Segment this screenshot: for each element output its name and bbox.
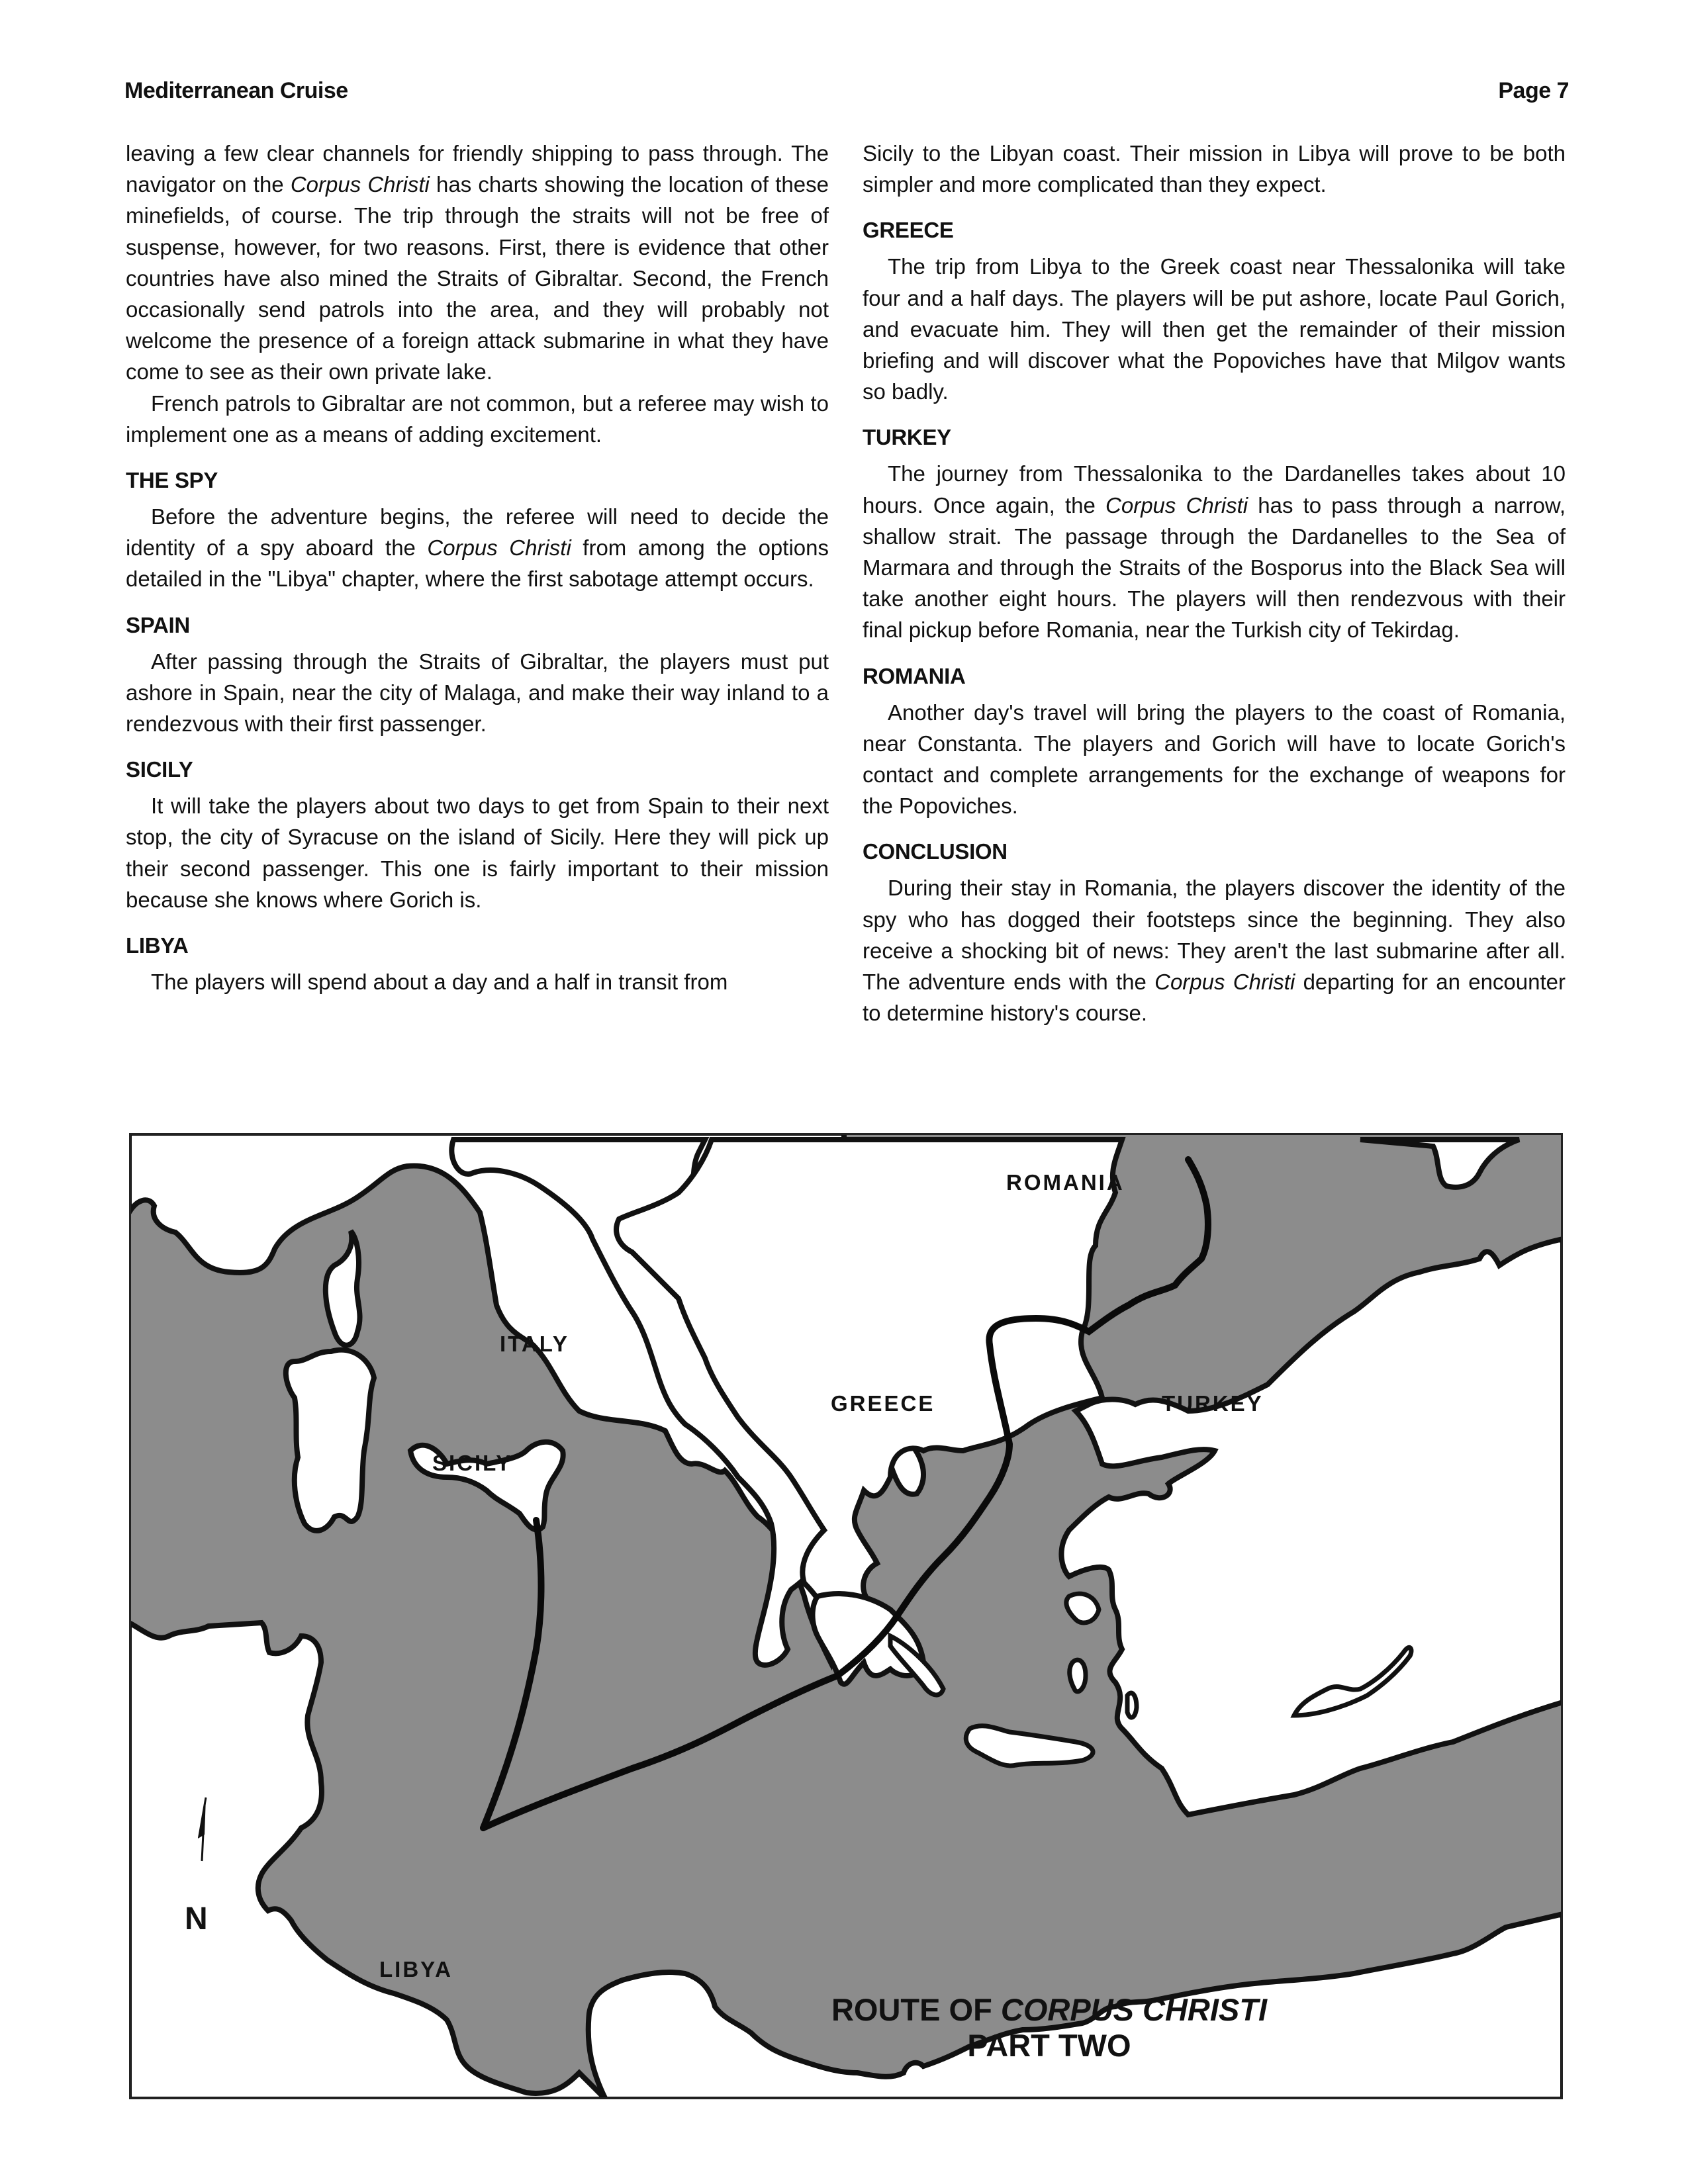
page-header-left: Mediterranean Cruise xyxy=(124,78,348,103)
text-run: has charts showing the location of these minefields, of course. The trip through the straits will not be free of suspense, however, for two reasons. First, there is evidence that other countries have also mined the Straits of Gibraltar. Second, the French occasionally send patrols into the area, and they will probably not welcome the presence of a foreign attack submarine in what they have come to see as their own private lake. xyxy=(126,172,829,385)
caption-text: ROUTE OF xyxy=(831,1992,1001,2027)
map-label-libya: LIBYA xyxy=(379,1957,453,1981)
ship-name: Corpus Christi xyxy=(427,535,571,561)
section-heading-libya: LIBYA xyxy=(126,933,189,958)
page-number: Page 7 xyxy=(1498,78,1569,103)
map-label-sicily: SICILY xyxy=(432,1451,513,1475)
right-column xyxy=(863,138,1566,1028)
section-heading-spain: SPAIN xyxy=(126,612,190,637)
text-run: leaving a few clear channels for friendly shipping to pass through. The navigator on the xyxy=(126,141,829,197)
map-frame xyxy=(129,1133,1563,2099)
section-heading-turkey: TURKEY xyxy=(863,425,951,450)
libya-continued-paragraph: Sicily to the Libyan coast. Their mission in Libya will prove to be both simpler and more complicated than they expect. xyxy=(863,141,1566,197)
text-run: The journey from Thessalonika to the Dardanelles takes about 10 hours. Once again, the xyxy=(863,461,1566,518)
section-heading-the-spy: THE SPY xyxy=(126,468,218,493)
spy-paragraph xyxy=(126,501,829,595)
ship-name: Corpus Christi xyxy=(1154,970,1295,995)
sicily-paragraph: It will take the players about two days to get from Spain to their next stop, the city of Syracuse on the island of Sicily. Here they will pick up their second passenger. This one is fairly important to their mission because she knows where Gorich is. xyxy=(126,794,829,912)
text-run: has to pass through a narrow, shallow strait. The passage through the Dardanelles to the Sea of Marmara and through the Straits of the Bosporus into the Black Sea will take another eight hours. The players will then rendezvous with their final pickup before Romania, near the Turkish city of Tekirdag. xyxy=(863,492,1566,643)
section-heading-sicily: SICILY xyxy=(126,757,193,782)
conclusion-paragraph xyxy=(863,872,1566,1028)
libya-paragraph: The players will spend about a day and a half in transit from xyxy=(151,970,728,995)
spain-paragraph: After passing through the Straits of Gibraltar, the players must put ashore in Spain, near the city of Malaga, and make their way inland to a rendezvous with their first passenger. xyxy=(126,649,829,737)
map-label-greece: GREECE xyxy=(831,1391,935,1416)
romania-paragraph: Another day's travel will bring the players to the coast of Romania, near Constanta. The players and Gorich will have to locate Gorich's contact and complete arrangements for the exchange of weapons for the Popoviches. xyxy=(863,700,1566,819)
map-label-italy: ITALY xyxy=(500,1332,569,1356)
text-run: departing for an encounter to determine history's course. xyxy=(863,970,1566,1026)
ship-name: Corpus Christi xyxy=(1105,492,1248,518)
map-label-turkey: TURKEY xyxy=(1162,1391,1264,1416)
text-run: During their stay in Romania, the players discover the identity of the spy who has dogged their footsteps since the beginning. They also receive a shocking bit of news: They aren't the last submarine after all. The adventure ends with the xyxy=(863,876,1566,995)
caption-ship-name: CORPUS CHRISTI xyxy=(1000,1992,1268,2027)
french-patrols-paragraph: French patrols to Gibraltar are not common, but a referee may wish to implement one as a means of adding excitement. xyxy=(126,390,829,447)
turkey-paragraph xyxy=(863,458,1566,645)
text-run: Before the adventure begins, the referee will need to decide the identity of a spy aboard the xyxy=(126,504,829,561)
map-label-romania: ROMANIA xyxy=(1006,1170,1125,1195)
section-heading-romania: ROMANIA xyxy=(863,663,966,688)
ship-name: Corpus Christi xyxy=(290,172,430,197)
section-heading-greece: GREECE xyxy=(863,218,954,243)
text-run: from among the options detailed in the "Libya" chapter, where the first sabotage attempt occurs. xyxy=(126,535,829,592)
map-caption-line2: PART TWO xyxy=(967,2028,1131,2063)
greece-paragraph: The trip from Libya to the Greek coast near Thessalonika will take four and a half days. The players will be put ashore, locate Paul Gorich, and evacuate him. They will then get the remainder of their mission briefing and will discover what the Popoviches have that Milgov wants so badly. xyxy=(863,254,1566,404)
section-heading-conclusion: CONCLUSION xyxy=(863,839,1008,864)
left-column xyxy=(126,138,829,997)
north-label: N xyxy=(185,1901,208,1936)
intro-paragraph xyxy=(126,138,829,388)
route-map xyxy=(129,1133,1563,2099)
